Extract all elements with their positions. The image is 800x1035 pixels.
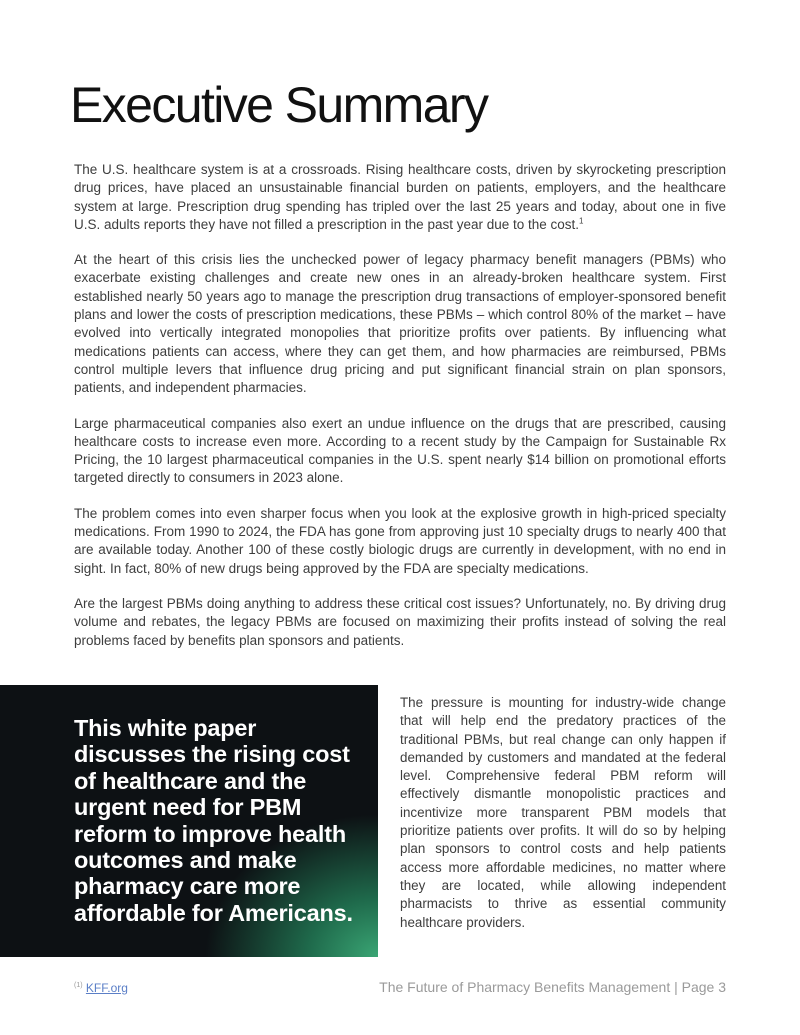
paragraph-pbm-power: At the heart of this crisis lies the unchecked power of legacy pharmacy benefit managers (PBMs) who exacerbate existing challenges and create new ones in an already-broken healthcare system. First established nearly 50 years ago to manage the prescription drug transactions of employer-sponsored benefit plans and lower the costs of prescription medications, these PBMs – which control 80% of the market – have evolved into vertically integrated monopolies that prioritize profits over patients. By influencing what medications patients can access, where they can get them, and how pharmacies are reimbursed, PBMs control multiple levers that influence drug pricing and put significant financial strain on plan sponsors, patients, and independent pharmacies. [74, 252, 726, 396]
footnote [74, 981, 128, 995]
page-title: Executive Summary [70, 77, 488, 133]
paragraph-intro-text: The U.S. healthcare system is at a crossroads. Rising healthcare costs, driven by skyrocketing prescription drug prices, have placed an unsustainable financial burden on patients, employers, and the healthcare system at large. Prescription drug spending has tripled over the last 25 years and today, about one in five U.S. adults reports they have not filled a prescription in the past year due to the cost. [74, 162, 726, 232]
callout-text: This white paper discusses the rising cost of healthcare and the urgent need for PBM reform to improve health outcomes and make pharmacy care more affordable for Americans. [74, 715, 353, 926]
footnote-link[interactable]: KFF.org [85, 981, 128, 995]
footnote-marker: (1) [74, 982, 83, 989]
footnote-reference: 1 [579, 216, 584, 226]
side-paragraph: The pressure is mounting for industry-wide change that will help end the predatory practices of the traditional PBMs, but real change can only happen if demanded by customers and mandated at the federal level. Comprehensive federal PBM reform will effectively dismantle monopolistic practices and incentivize more transparent PBM models that prioritize patients over profits. It will do so by helping plan sponsors to control costs and help patients access more affordable medicines, no matter where they are located, while allowing independent pharmacists to thrive as essential community healthcare providers. [400, 695, 726, 930]
page-footer: The Future of Pharmacy Benefits Management | Page 3 [379, 979, 726, 995]
paragraph-pharma-influence: Large pharmaceutical companies also exert an undue influence on the drugs that are prescribed, causing healthcare costs to increase even more. According to a recent study by the Campaign for Sustainable Rx Pricing, the 10 largest pharmaceutical companies in the U.S. spent nearly $14 billion on promotional efforts targeted directly to consumers in 2023 alone. [74, 415, 726, 486]
paragraph-specialty-growth: The problem comes into even sharper focus when you look at the explosive growth in high-priced specialty medications. From 1990 to 2024, the FDA has gone from approving just 10 specialty drugs to nearly 400 that are available today. Another 100 of these costly biologic drugs are currently in development, with no end in sight. In fact, 80% of new drugs being approved by the FDA are specialty medications. [74, 505, 726, 576]
callout-box [0, 685, 378, 957]
paragraph-pbm-question: Are the largest PBMs doing anything to address these critical cost issues? Unfortunately, no. By driving drug volume and rebates, the legacy PBMs are focused on maximizing their profits instead of solving the real problems faced by benefits plan sponsors and patients. [74, 595, 726, 648]
paragraph-intro [74, 161, 726, 234]
body-text [74, 161, 726, 667]
